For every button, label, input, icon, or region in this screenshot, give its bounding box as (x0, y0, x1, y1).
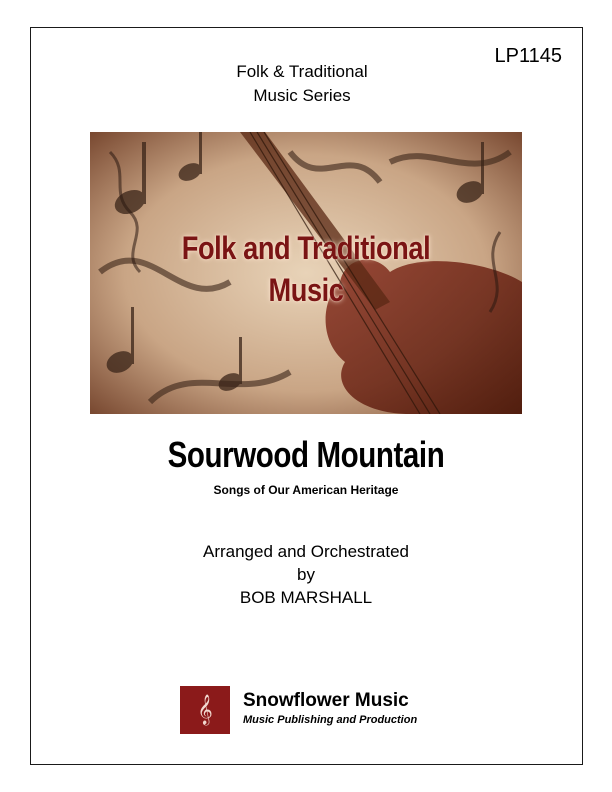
treble-clef-icon (180, 686, 230, 734)
catalog-number: LP1145 (494, 45, 562, 67)
credits-line-1: Arranged and Orchestrated (202, 542, 409, 561)
cover-title-line-1: Folk and Traditional (181, 230, 431, 266)
publisher-tagline: Music Publishing and Production (243, 714, 418, 726)
page-title: Sourwood Mountain (167, 434, 445, 475)
arranger-name: BOB MARSHALL (239, 588, 373, 607)
series-line-2: Music Series (253, 86, 351, 105)
credits-line-2: by (297, 565, 315, 584)
publisher-info (243, 690, 417, 728)
svg-text:𝄞: 𝄞 (197, 695, 213, 725)
publisher-name: Snowflower Music (243, 690, 409, 711)
publisher-logo (180, 686, 230, 734)
cover-title-line-2: Music (268, 272, 344, 308)
series-line-1: Folk & Traditional (236, 62, 368, 81)
series-heading (180, 60, 424, 108)
credits (150, 540, 462, 609)
page-subtitle: Songs of Our American Heritage (213, 483, 399, 497)
cover-image (90, 132, 522, 414)
